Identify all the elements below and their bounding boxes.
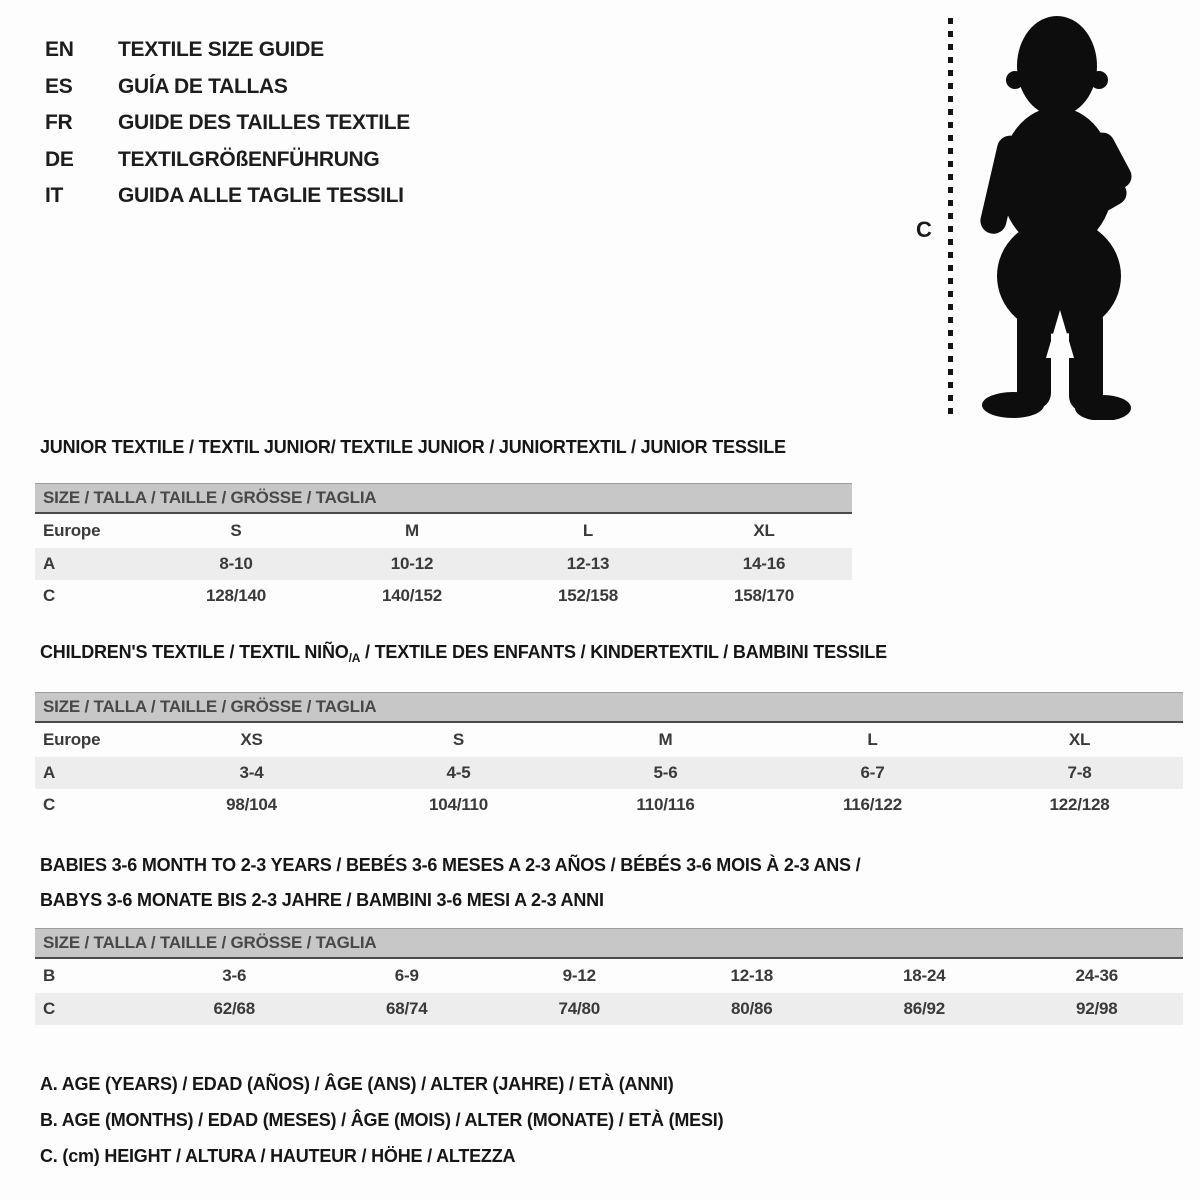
language-title: GUIDA ALLE TAGLIE TESSILI: [118, 184, 404, 207]
size-cell: M: [658, 730, 673, 749]
height-cell: 68/74: [385, 999, 428, 1018]
age-cell: 3-4: [239, 763, 264, 782]
height-measure-label: C: [916, 217, 932, 242]
junior-section-title: JUNIOR TEXTILE / TEXTIL JUNIOR/ TEXTILE JUNIOR / JUNIORTEXTIL / JUNIOR TESSILE: [40, 437, 786, 457]
row-label: A: [43, 763, 56, 782]
size-cell: XL: [1068, 730, 1091, 749]
height-cell: 116/122: [842, 795, 903, 814]
age-cell: 6-9: [394, 966, 419, 985]
language-row: [45, 142, 410, 179]
legend-line-c: C. (cm) HEIGHT / ALTURA / HAUTEUR / HÖHE / ALTEZZA: [40, 1146, 516, 1166]
children-section-title: [40, 642, 887, 665]
legend: [40, 1066, 723, 1174]
row-label: B: [43, 966, 56, 985]
children-title-subscript: /A: [348, 651, 361, 665]
height-cell: 74/80: [558, 999, 601, 1018]
language-row: [45, 69, 410, 106]
table-row: [35, 548, 852, 580]
height-cell: 98/104: [226, 795, 277, 814]
height-cell: 128/140: [205, 586, 267, 605]
table-row: [35, 514, 852, 548]
table-row: [35, 789, 1183, 821]
height-cell: 140/152: [381, 586, 443, 605]
row-label: Europe: [43, 730, 101, 749]
language-code: EN: [45, 38, 74, 61]
height-cell: 122/128: [1049, 795, 1110, 814]
language-code: DE: [45, 147, 74, 171]
table-row: [35, 993, 1183, 1025]
legend-line-a: A. AGE (YEARS) / EDAD (AÑOS) / ÂGE (ANS) / ALTER (JAHRE) / ETÀ (ANNI): [40, 1074, 674, 1094]
age-cell: 10-12: [390, 554, 434, 573]
language-code: IT: [45, 184, 64, 207]
size-header-bar: SIZE / TALLA / TAILLE / GRÖSSE / TAGLIA: [35, 928, 1183, 959]
table-row: [35, 757, 1183, 789]
size-cell: S: [230, 521, 242, 540]
age-cell: 12-13: [566, 554, 610, 573]
height-cell: 158/170: [733, 586, 795, 605]
language-row: [45, 105, 410, 142]
row-label: Europe: [43, 521, 101, 540]
babies-size-table: [35, 928, 1183, 1025]
size-header-bar: SIZE / TALLA / TAILLE / GRÖSSE / TAGLIA: [35, 692, 1183, 723]
babies-title-line1: BABIES 3-6 MONTH TO 2-3 YEARS / BEBÉS 3-6 MESES A 2-3 AÑOS / BÉBÉS 3-6 MOIS À 2-3 ANS /: [40, 855, 861, 875]
age-cell: 24-36: [1075, 966, 1118, 985]
children-size-table: [35, 692, 1183, 821]
height-cell: 86/92: [903, 999, 946, 1018]
age-cell: 5-6: [653, 763, 678, 782]
language-code: FR: [45, 111, 73, 134]
size-cell: XS: [240, 730, 263, 749]
language-list: [45, 32, 410, 215]
language-code: ES: [45, 74, 73, 98]
table-row: [35, 723, 1183, 757]
height-cell: 104/110: [428, 795, 489, 814]
age-cell: 12-18: [730, 966, 773, 985]
children-title-part: CHILDREN'S TEXTILE / TEXTIL NIÑO: [40, 642, 349, 662]
row-label: A: [43, 554, 56, 573]
age-cell: 14-16: [742, 554, 786, 573]
language-title: TEXTILGRÖßENFÜHRUNG: [118, 147, 380, 171]
height-cell: 152/158: [557, 586, 619, 605]
size-header-bar: SIZE / TALLA / TAILLE / GRÖSSE / TAGLIA: [35, 483, 852, 514]
height-cell: 110/116: [636, 795, 695, 814]
size-cell: L: [867, 730, 878, 749]
height-cell: 62/68: [213, 999, 256, 1018]
language-row: [45, 178, 410, 215]
language-title: GUIDE DES TAILLES TEXTILE: [118, 111, 410, 134]
language-title: TEXTILE SIZE GUIDE: [118, 38, 324, 61]
table-row: [35, 959, 1183, 993]
row-label: C: [43, 586, 56, 605]
babies-title-line2: BABYS 3-6 MONATE BIS 2-3 JAHRE / BAMBINI 3-6 MESI A 2-3 ANNI: [40, 890, 604, 910]
language-row: [45, 32, 410, 69]
junior-size-table: [35, 483, 852, 612]
age-cell: 4-5: [446, 763, 471, 782]
size-cell: L: [582, 521, 594, 540]
age-cell: 18-24: [903, 966, 946, 985]
age-cell: 7-8: [1067, 763, 1092, 782]
size-cell: XL: [753, 521, 775, 540]
age-cell: 6-7: [860, 763, 885, 782]
row-label: C: [43, 999, 56, 1018]
language-title: GUÍA DE TALLAS: [118, 74, 288, 98]
toddler-silhouette-icon: [965, 14, 1137, 420]
legend-line-b: B. AGE (MONTHS) / EDAD (MESES) / ÂGE (MOIS) / ALTER (MONATE) / ETÀ (MESI): [40, 1110, 724, 1130]
children-title-part: / TEXTILE DES ENFANTS / KINDERTEXTIL / BAMBINI TESSILE: [360, 642, 887, 662]
age-cell: 8-10: [219, 554, 253, 573]
babies-section-title: [40, 848, 860, 918]
row-label: C: [43, 795, 56, 814]
size-cell: M: [405, 521, 419, 540]
height-cell: 80/86: [730, 999, 773, 1018]
height-cell: 92/98: [1075, 999, 1118, 1018]
size-cell: S: [452, 730, 465, 749]
table-row: [35, 580, 852, 612]
age-cell: 3-6: [222, 966, 247, 985]
age-cell: 9-12: [562, 966, 596, 985]
height-measure-dashed-line: [948, 18, 953, 416]
